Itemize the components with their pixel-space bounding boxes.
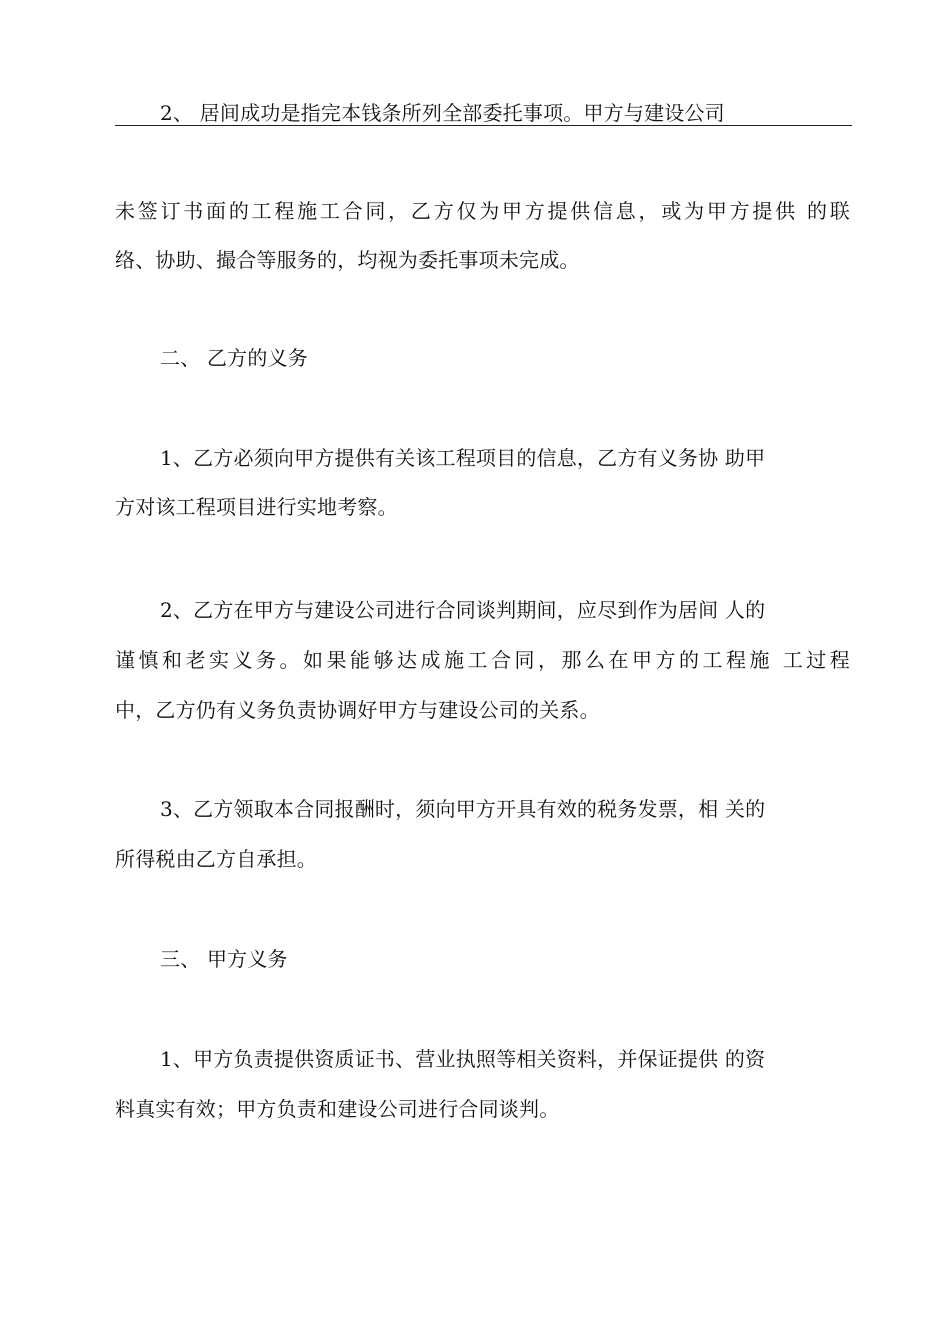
paragraph-line: 方对该工程项目进行实地考察。 (115, 495, 398, 519)
paragraph-line: 料真实有效；甲方负责和建设公司进行合同谈判。 (115, 1097, 560, 1121)
section-heading: 三、 甲方义务 (160, 947, 288, 971)
paragraph-line: 2、 居间成功是指完本钱条所列全部委托事项。甲方与建设公司 (160, 101, 725, 125)
paragraph-line: 谨慎和老实义务。如果能够达成施工合同，那么在甲方的工程施 工过程 (115, 648, 850, 672)
paragraph-line: 络、协助、撮合等服务的，均视为委托事项未完成。 (115, 248, 580, 272)
paragraph-line: 3、乙方领取本合同报酬时，须向甲方开具有效的税务发票，相 关的 (160, 797, 766, 821)
section-heading: 二、 乙方的义务 (160, 346, 308, 370)
paragraph-line: 中，乙方仍有义务负责协调好甲方与建设公司的关系。 (115, 698, 600, 722)
paragraph-line: 1、乙方必须向甲方提供有关该工程项目的信息，乙方有义务协 助甲 (160, 446, 766, 470)
underline-rule (115, 125, 852, 126)
paragraph-line: 所得税由乙方自承担。 (115, 847, 317, 871)
paragraph-line: 1、甲方负责提供资质证书、营业执照等相关资料，并保证提供 的资 (160, 1047, 766, 1071)
paragraph-line: 未签订书面的工程施工合同，乙方仅为甲方提供信息，或为甲方提供 的联 (115, 199, 850, 223)
paragraph-line: 2、乙方在甲方与建设公司进行合同谈判期间，应尽到作为居间 人的 (160, 598, 766, 622)
